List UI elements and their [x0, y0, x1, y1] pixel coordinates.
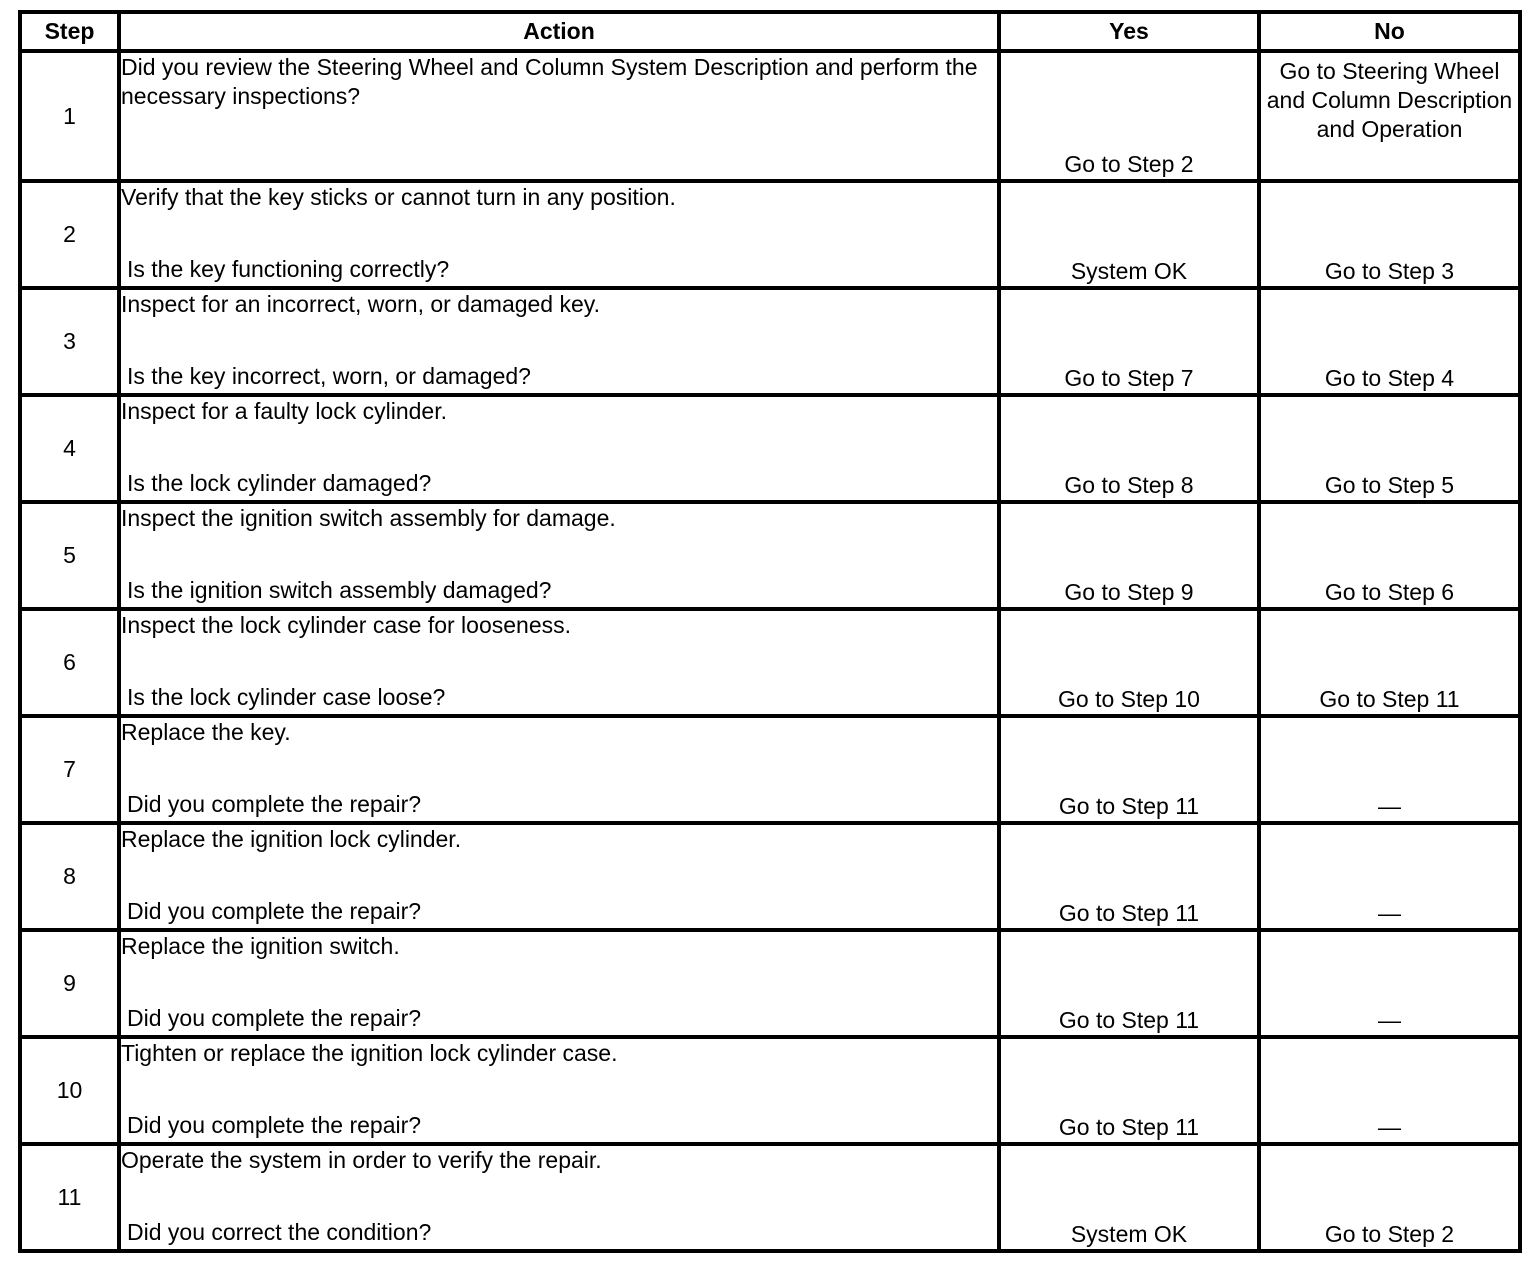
- table-row: [20, 1144, 1520, 1251]
- table-row: [20, 609, 1520, 716]
- yes-result: Go to Step 11: [999, 716, 1259, 823]
- header-action: Action: [119, 12, 999, 51]
- step-number: 6: [20, 609, 119, 716]
- action-cell: [119, 51, 999, 181]
- action-question-text: Did you correct the condition?: [127, 1219, 432, 1245]
- action-question-text: Is the lock cylinder case loose?: [127, 684, 446, 710]
- action-cell: [119, 823, 999, 930]
- yes-result: Go to Step 10: [999, 609, 1259, 716]
- action-check-text: Replace the ignition switch.: [121, 933, 400, 959]
- step-number: 7: [20, 716, 119, 823]
- no-result: Go to Step 2: [1259, 1144, 1520, 1251]
- action-cell: [119, 502, 999, 609]
- action-check-text: Inspect for a faulty lock cylinder.: [121, 398, 447, 424]
- yes-result: System OK: [999, 1144, 1259, 1251]
- no-result: Go to Steering Wheel and Column Description and Operation: [1259, 51, 1520, 181]
- action-question-text: Is the lock cylinder damaged?: [127, 470, 432, 496]
- no-result: —: [1259, 930, 1520, 1037]
- action-question-text: Did you complete the repair?: [127, 1112, 422, 1138]
- action-check-text: Inspect the lock cylinder case for looseness.: [121, 612, 572, 638]
- action-cell: [119, 716, 999, 823]
- header-no: No: [1259, 12, 1520, 51]
- action-cell: [119, 288, 999, 395]
- header-step: Step: [20, 12, 119, 51]
- yes-result: Go to Step 8: [999, 395, 1259, 502]
- table-row: [20, 395, 1520, 502]
- no-result: —: [1259, 1037, 1520, 1144]
- action-check-text: Did you review the Steering Wheel and Column System Description and perform the necessary inspections?: [121, 54, 978, 109]
- no-result: Go to Step 4: [1259, 288, 1520, 395]
- action-check-text: Inspect for an incorrect, worn, or damaged key.: [121, 291, 600, 317]
- table-row: [20, 823, 1520, 930]
- action-question-text: Is the ignition switch assembly damaged?: [127, 577, 552, 603]
- action-cell: [119, 930, 999, 1037]
- action-check-text: Replace the key.: [121, 719, 291, 745]
- step-number: 2: [20, 181, 119, 288]
- yes-result: Go to Step 11: [999, 930, 1259, 1037]
- step-number: 4: [20, 395, 119, 502]
- action-check-text: Inspect the ignition switch assembly for damage.: [121, 505, 616, 531]
- step-number: 8: [20, 823, 119, 930]
- yes-result: System OK: [999, 181, 1259, 288]
- action-question-text: Did you complete the repair?: [127, 898, 422, 924]
- yes-result: Go to Step 7: [999, 288, 1259, 395]
- step-number: 11: [20, 1144, 119, 1251]
- action-check-text: Tighten or replace the ignition lock cylinder case.: [121, 1040, 618, 1066]
- action-cell: [119, 181, 999, 288]
- table-row: [20, 51, 1520, 181]
- diagnostic-table: [18, 10, 1522, 1253]
- step-number: 1: [20, 51, 119, 181]
- action-cell: [119, 395, 999, 502]
- step-number: 9: [20, 930, 119, 1037]
- action-check-text: Replace the ignition lock cylinder.: [121, 826, 462, 852]
- action-question-text: Did you complete the repair?: [127, 1005, 422, 1031]
- action-question-text: Is the key functioning correctly?: [127, 256, 450, 282]
- no-result: Go to Step 6: [1259, 502, 1520, 609]
- no-result: —: [1259, 823, 1520, 930]
- action-question-text: Did you complete the repair?: [127, 791, 422, 817]
- table-row: [20, 502, 1520, 609]
- action-question-text: Is the key incorrect, worn, or damaged?: [127, 363, 531, 389]
- yes-result: Go to Step 9: [999, 502, 1259, 609]
- yes-result: Go to Step 11: [999, 1037, 1259, 1144]
- yes-result: Go to Step 11: [999, 823, 1259, 930]
- no-result: —: [1259, 716, 1520, 823]
- no-result: Go to Step 5: [1259, 395, 1520, 502]
- no-result: Go to Step 3: [1259, 181, 1520, 288]
- table-header-row: [20, 12, 1520, 51]
- table-row: [20, 930, 1520, 1037]
- action-check-text: Verify that the key sticks or cannot turn in any position.: [121, 184, 676, 210]
- yes-result: Go to Step 2: [999, 51, 1259, 181]
- table-row: [20, 716, 1520, 823]
- no-result: Go to Step 11: [1259, 609, 1520, 716]
- action-cell: [119, 1037, 999, 1144]
- step-number: 5: [20, 502, 119, 609]
- table-row: [20, 181, 1520, 288]
- action-cell: [119, 1144, 999, 1251]
- header-yes: Yes: [999, 12, 1259, 51]
- action-check-text: Operate the system in order to verify the repair.: [121, 1147, 602, 1173]
- step-number: 3: [20, 288, 119, 395]
- step-number: 10: [20, 1037, 119, 1144]
- action-cell: [119, 609, 999, 716]
- table-row: [20, 1037, 1520, 1144]
- table-row: [20, 288, 1520, 395]
